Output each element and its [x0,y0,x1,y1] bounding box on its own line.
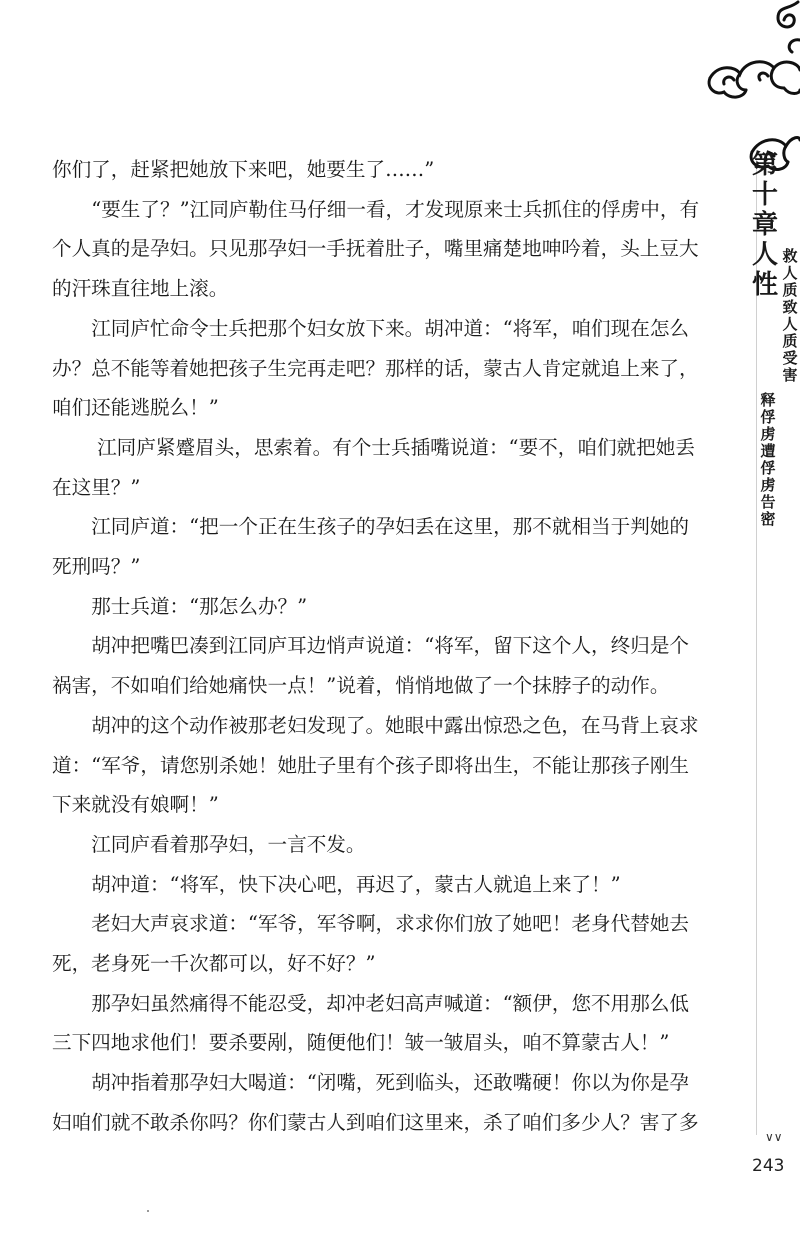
cloud-ornament-icon [700,0,800,175]
section-title-char: 遭 [760,442,776,460]
paragraph: 江同庐忙命令士兵把那个妇女放下来。胡冲道：“将军，咱们现在怎么办？总不能等着她把孩子生完再走吧？那样的话，蒙古人肯定就追上来了，咱们还能逃脱么！” [52,316,699,420]
section-title-char: 俘 [760,459,776,477]
section-title-char: 受 [782,349,798,367]
paragraph: 江同庐紧蹙眉头，思索着。有个士兵插嘴说道：“要不，咱们就把她丢在这里？” [52,435,695,499]
section-title-char: 致 [782,298,798,316]
chapter-name-char: 人 [751,240,778,270]
body-text [52,150,702,1143]
paragraph: 胡冲的这个动作被那老妇发现了。她眼中露出惊恐之色，在马背上哀求道：“军爷，请您别杀她！她肚子里有个孩子即将出生，不能让那孩子刚生下来就没有娘啊！” [52,713,699,817]
section-title-1 [780,248,800,384]
chapter-number-char: 十 [751,180,778,210]
section-title-char: 密 [760,510,776,528]
paragraph: 那孕妇虽然痛得不能忍受，却冲老妇高声喊道：“额伊，您不用那么低三下四地求他们！要杀要剐，随便他们！皱一皱眉头，咱不算蒙古人！” [52,991,690,1055]
section-title-char: 俘 [760,408,776,426]
chapter-name-char: 性 [751,270,778,300]
paragraph: 胡冲把嘴巴凑到江同庐耳边悄声说道：“将军，留下这个人，终归是个祸害，不如咱们给她痛快一点！”说着，悄悄地做了一个抹脖子的动作。 [52,634,690,698]
section-title-char: 害 [782,366,798,384]
section-title-char: 虏 [760,425,776,443]
page-number: 243 [752,1156,785,1176]
paragraph: “要生了？”江同庐勒住马仔细一看，才发现原来士兵抓住的俘虏中，有个人真的是孕妇。只见那孕妇一手抚着肚子，嘴里痛楚地呻吟着，头上豆大的汗珠直往地上滚。 [52,197,700,301]
section-title-char: 救 [782,247,798,265]
page-marker: ∨∨ [765,1130,783,1144]
paragraph: 那士兵道：“那怎么办？” [91,594,308,618]
chapter-number [750,150,780,240]
paragraph: 你们了，赶紧把她放下来吧，她要生了……” [52,158,435,181]
paragraph: 胡冲道：“将军，快下决心吧，再迟了，蒙古人就追上来了！” [91,872,621,896]
chapter-number-char: 章 [751,210,778,240]
chapter-name [750,240,780,300]
section-title-char: 告 [760,493,776,511]
section-title-char: 释 [760,391,776,409]
paragraph: 江同庐道：“把一个正在生孩子的孕妇丢在这里，那不就相当于判她的死刑吗？” [52,515,690,579]
section-title-char: 人 [782,264,798,282]
section-title-2 [758,392,778,528]
section-title-char: 虏 [760,476,776,494]
paragraph: 江同庐看着那孕妇，一言不发。 [91,832,366,856]
chapter-number-char: 第 [751,150,778,180]
section-title-char: 人 [782,315,798,333]
paragraph: 胡冲指着那孕妇大喝道：“闭嘴，死到临头，还敢嘴硬！你以为你是孕妇咱们就不敢杀你吗？你们蒙古人到咱们这里来，杀了咱们多少人？害了多 [52,1071,699,1134]
section-title-char: 质 [782,281,798,299]
section-title-char: 质 [782,332,798,350]
paragraph: 老妇大声哀求道：“军爷，军爷啊，求求你们放了她吧！老身代替她去死，老身死一千次都可以，好不好？” [52,912,690,976]
scan-speck [147,1210,149,1212]
